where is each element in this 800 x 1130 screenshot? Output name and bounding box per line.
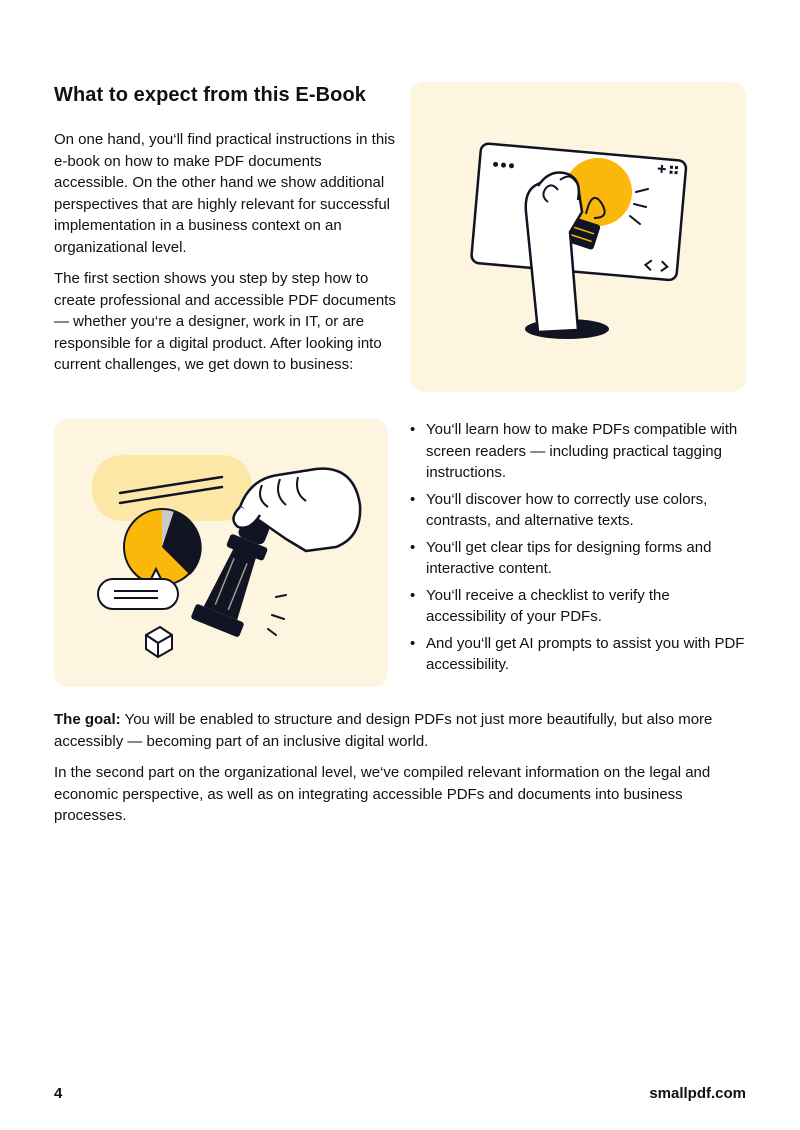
benefits-list	[408, 419, 753, 681]
list-item: • And you‘ll get AI prompts to assist you with PDF accessibility.	[408, 633, 753, 676]
page-number: 4	[54, 1085, 63, 1102]
illustration-chess-chart	[54, 419, 388, 687]
list-item: • You‘ll learn how to make PDFs compatible with screen readers — including practical tagging instructions.	[408, 419, 753, 484]
chess-hand-chart-illustration-icon	[54, 419, 388, 687]
goal-label: The goal:	[54, 711, 121, 728]
hand-lightbulb-illustration-icon	[410, 82, 746, 392]
goal-paragraph	[54, 709, 734, 752]
goal-section	[54, 709, 734, 827]
closing-paragraph: In the second part on the organizational level, we‘ve compiled relevant information on the legal and economic perspective, as well as on integrating accessible PDFs and documents into business processes.	[54, 764, 711, 824]
site-url: smallpdf.com	[649, 1085, 746, 1102]
intro-paragraph-1: On one hand, you‘ll find practical instructions in this e-book on how to make PDF documents accessible. On the other hand we show additional perspectives that are highly relevant for successful implementation in a business context on an organizational level.	[54, 131, 396, 256]
list-item: • You‘ll receive a checklist to verify the accessibility of your PDFs.	[408, 585, 753, 628]
page-title: What to expect from this E-Book	[54, 84, 367, 106]
intro-paragraph-2: The first section shows you step by step how to create professional and accessible PDF documents — whether you‘re a designer, work in IT, or are responsible for a digital product. After looking into current challenges, we get down to business:	[54, 270, 396, 373]
list-item: • You‘ll discover how to correctly use colors, contrasts, and alternative texts.	[408, 489, 753, 532]
goal-text: You will be enabled to structure and design PDFs not just more beautifully, but also more accessibly — becoming part of an inclusive digital world.	[54, 711, 713, 750]
illustration-hand-lightbulb	[410, 82, 746, 392]
list-item: • You‘ll get clear tips for designing forms and interactive content.	[408, 537, 753, 580]
intro-text	[54, 129, 399, 376]
